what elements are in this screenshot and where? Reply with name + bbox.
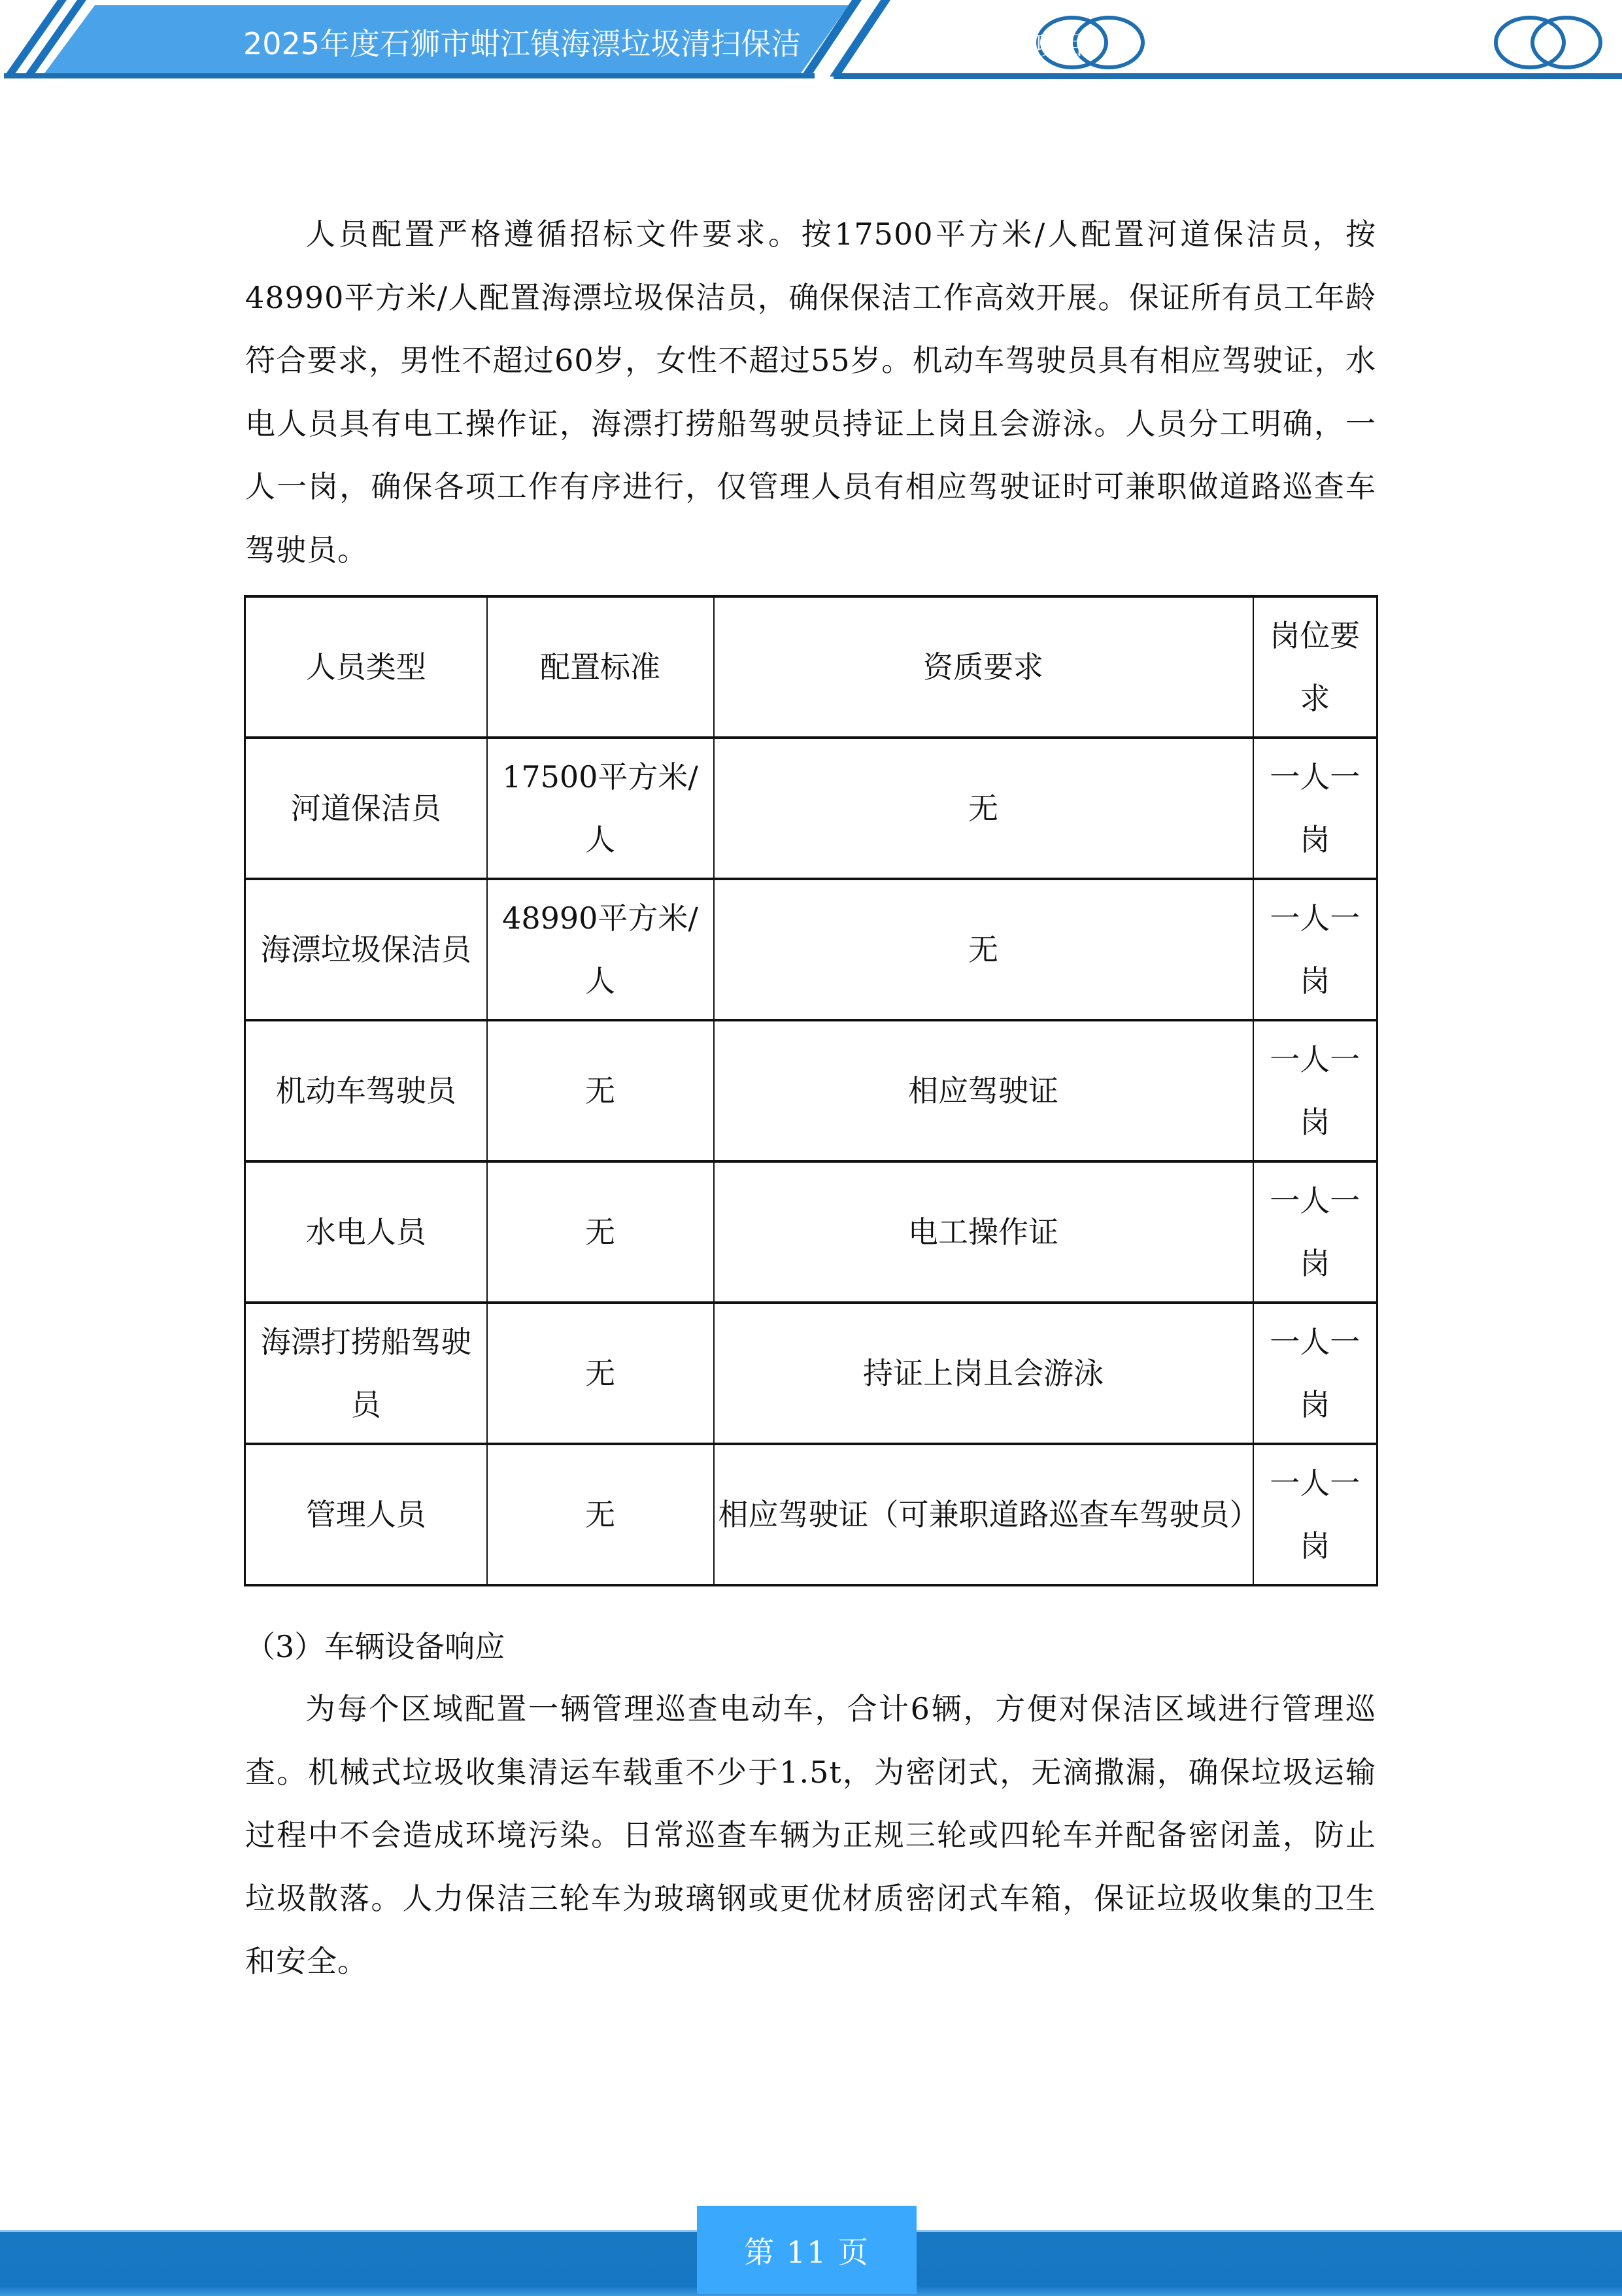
- cell-qualification: 相应驾驶证（可兼职道路巡查车驾驶员）: [714, 1444, 1253, 1585]
- page-header: [0, 0, 1622, 82]
- staffing-table: [244, 595, 1378, 1586]
- table-row: [245, 1444, 1377, 1585]
- cell-personnel-type: 管理人员: [245, 1444, 487, 1585]
- header-title: 2025年度石狮市蚶江镇海漂垃圾清扫保洁: [243, 26, 802, 61]
- cell-post-requirement: 一人一岗: [1253, 1161, 1377, 1303]
- cell-post-requirement: 一人一岗: [1253, 1303, 1377, 1444]
- cell-qualification: 无: [714, 738, 1253, 879]
- cell-personnel-type: 海漂垃圾保洁员: [245, 879, 487, 1020]
- cell-personnel-type: 海漂打捞船驾驶员: [245, 1303, 487, 1444]
- cell-post-requirement: 一人一岗: [1253, 1444, 1377, 1585]
- cell-personnel-type: 河道保洁员: [245, 738, 487, 879]
- body-paragraph: 人员配置严格遵循招标文件要求。按17500平方米/人配置河道保洁员，按48990平方米/人配置海漂垃圾保洁员，确保保洁工作高效开展。保证所有员工年龄符合要求，男性不超过60岁，女性不超过55岁。机动车驾驶员具有相应驾驶证，水电人员具有电工操作证，海漂打捞船驾驶员持证上岗且会游泳。人员分工明确，一人一岗，确保各项工作有序进行，仅管理人员有相应驾驶证时可兼职做道路巡查车驾驶员。: [245, 216, 1376, 568]
- body-paragraph: 为每个区域配置一辆管理巡查电动车，合计6辆，方便对保洁区域进行管理巡查。机械式垃圾收集清运车载重不少于1.5t，为密闭式，无滴撒漏，确保垃圾运输过程中不会造成环境污染。日常巡查车辆为正规三轮或四轮车并配备密闭盖，防止垃圾散落。人力保洁三轮车为玻璃钢或更优材质密闭式车箱，保证垃圾收集的卫生和安全。: [245, 1691, 1376, 1979]
- cell-personnel-type: 水电人员: [245, 1161, 487, 1303]
- body-paragraph-1-container: [245, 203, 1376, 581]
- cell-post-requirement: 一人一岗: [1253, 879, 1377, 1020]
- body-paragraph-2-container: [245, 1677, 1376, 1993]
- cell-personnel-type: 机动车驾驶员: [245, 1020, 487, 1161]
- interlocking-rings-logo-icon: [1489, 13, 1607, 72]
- header-staffing-standard: 配置标准: [487, 596, 714, 738]
- cell-qualification: 电工操作证: [714, 1161, 1253, 1303]
- cell-staffing-standard: 48990平方米/人: [487, 879, 714, 1020]
- cell-qualification: 相应驾驶证: [714, 1020, 1253, 1161]
- cell-qualification: 持证上岗且会游泳: [714, 1303, 1253, 1444]
- cell-staffing-standard: 无: [487, 1020, 714, 1161]
- table-row: [245, 738, 1377, 879]
- cell-post-requirement: 一人一岗: [1253, 1020, 1377, 1161]
- table-row: [245, 1161, 1377, 1303]
- cell-qualification: 无: [714, 879, 1253, 1020]
- table-header-row: [245, 596, 1377, 738]
- cell-staffing-standard: 无: [487, 1161, 714, 1303]
- table-row: [245, 879, 1377, 1020]
- header-personnel-type: 人员类型: [245, 596, 487, 738]
- cell-staffing-standard: 无: [487, 1444, 714, 1585]
- page-number-tab: [697, 2206, 917, 2294]
- section-heading-vehicle-equipment: （3）车辆设备响应: [245, 1629, 505, 1664]
- table-row: [245, 1303, 1377, 1444]
- header-qualification: 资质要求: [714, 596, 1253, 738]
- cell-post-requirement: 一人一岗: [1253, 738, 1377, 879]
- page-number: 第 11 页: [744, 2234, 870, 2270]
- cell-staffing-standard: 无: [487, 1303, 714, 1444]
- header-post-requirement: 岗位要求: [1253, 596, 1377, 738]
- cell-staffing-standard: 17500平方米/人: [487, 738, 714, 879]
- header-overlay-text: 项目: [1033, 31, 1085, 61]
- table-row: [245, 1020, 1377, 1161]
